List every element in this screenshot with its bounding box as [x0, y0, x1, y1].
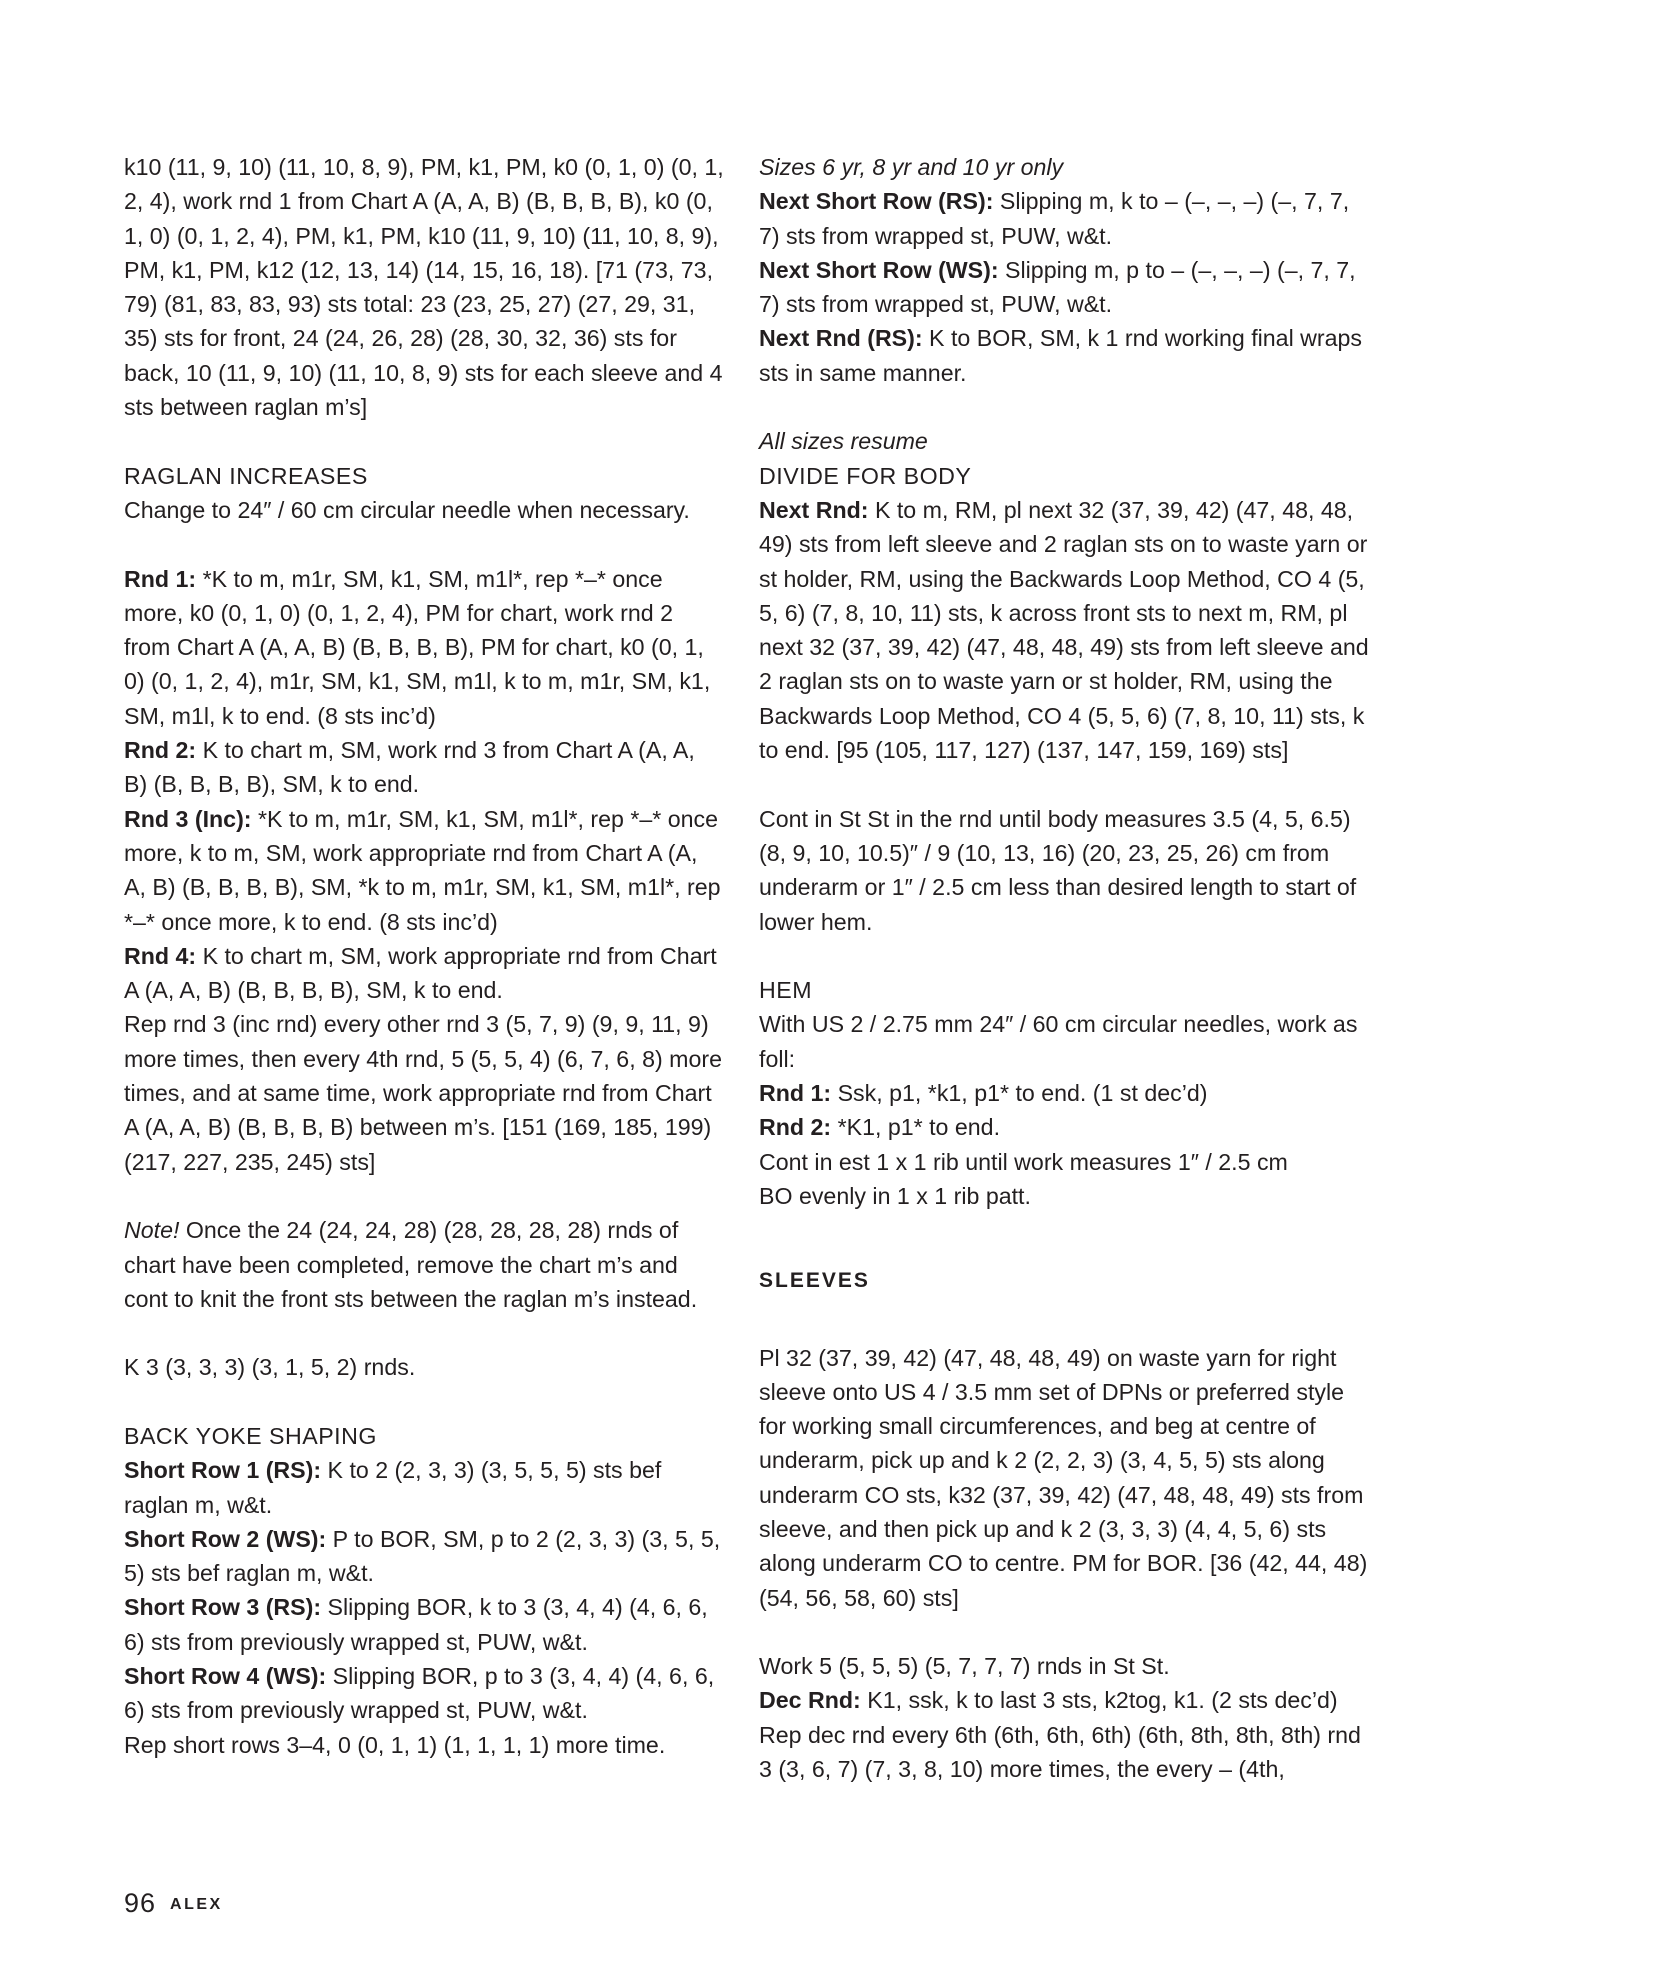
rnd2-text: K to chart m, SM, work rnd 3 from Chart A (A, A, B) (B, B, B, B), SM, k to end.: [124, 737, 695, 798]
hem-heading: HEM: [759, 977, 813, 1004]
repeat-instruction: Rep rnd 3 (inc rnd) every other rnd 3 (5, 7, 9) (9, 9, 11, 9) more times, then every 4th rnd, 5 (5, 5, 4) (6, 7, 6, 8) more times, and at same time, work appropriate rnd from Chart A (A, A, B) (B, B, B, B) between m’s. [151 (169, 185, 199) (217, 227, 235, 245) sts]: [124, 1011, 722, 1175]
rnd1-instruction: [124, 562, 724, 733]
sleeves-repeat-dec: Rep dec rnd every 6th (6th, 6th, 6th) (6th, 8th, 8th, 8th) rnd 3 (3, 6, 7) (7, 3, 8, 10) more times, the every – (4th,: [759, 1721, 1361, 1783]
raglan-change-note: Change to 24″ / 60 cm circular needle when necessary.: [124, 496, 690, 523]
spacer: [759, 1615, 1369, 1649]
rnd3-label: Rnd 3 (Inc):: [124, 805, 252, 832]
sleeves-dec-rnd-label: Dec Rnd:: [759, 1687, 861, 1714]
next-rnd-rs-text: K to BOR, SM, k 1 rnd working final wraps sts in same manner.: [759, 325, 1363, 386]
spacer: [759, 767, 1369, 801]
spacer: [759, 939, 1369, 973]
spacer: [759, 1213, 1369, 1264]
sleeves-dec-rnd: [759, 1683, 1369, 1717]
short-row-1-label: Short Row 1 (RS):: [124, 1457, 322, 1484]
note-text: Once the 24 (24, 24, 28) (28, 28, 28, 28) rnds of chart have been completed, remove the chart m’s and cont to knit the front sts between the raglan m’s instead.: [124, 1217, 698, 1312]
sleeves-intro: Pl 32 (37, 39, 42) (47, 48, 48, 49) on waste yarn for right sleeve onto US 4 / 3.5 mm set of DPNs or preferred style for working small circumferences, and beg at centre of underarm, pick up and k 2 (2, 2, 3) (3, 4, 5, 5) sts along underarm CO sts, k32 (37, 39, 42) (47, 48, 48, 49) sts from sleeve, and then pick up and k 2 (3, 3, 3) (4, 4, 5, 6) sts along underarm CO to centre. PM for BOR. [36 (42, 44, 48) (54, 56, 58, 60) sts]: [759, 1344, 1368, 1611]
divide-next-rnd-label: Next Rnd:: [759, 496, 869, 523]
raglan-increases-heading: RAGLAN INCREASES: [124, 462, 368, 489]
rnd3-instruction: [124, 802, 724, 939]
short-row-3: [124, 1590, 724, 1659]
hem-rnd2-text: *K1, p1* to end.: [831, 1114, 1001, 1141]
spacer: [759, 1299, 1369, 1341]
hem-rnd2-label: Rnd 2:: [759, 1114, 832, 1141]
hem-rnd1: [759, 1076, 1369, 1110]
pattern-title: ALEX: [170, 1896, 223, 1913]
short-row-4-label: Short Row 4 (WS):: [124, 1663, 327, 1690]
short-row-1: [124, 1453, 724, 1522]
sleeves-work-rnds: Work 5 (5, 5, 5) (5, 7, 7, 7) rnds in St St.: [759, 1653, 1170, 1680]
hem-continue: Cont in est 1 x 1 rib until work measures 1″ / 2.5 cm: [759, 1148, 1288, 1175]
hem-rnd1-text: Ssk, p1, *k1, p1* to end. (1 st dec’d): [831, 1080, 1208, 1107]
short-row-4: [124, 1659, 724, 1728]
left-column: [124, 150, 724, 1762]
rnd4-instruction: [124, 939, 724, 1008]
sleeves-section-title: SLEEVES: [759, 1269, 870, 1293]
next-short-row-ws: [759, 253, 1369, 322]
rnd2-label: Rnd 2:: [124, 737, 197, 764]
repeat-short-rows: Rep short rows 3–4, 0 (0, 1, 1) (1, 1, 1, 1) more time.: [124, 1731, 666, 1758]
note-label: Note!: [124, 1217, 180, 1244]
all-sizes-resume: All sizes resume: [759, 428, 928, 455]
short-row-4-text: Slipping BOR, p to 3 (3, 4, 4) (4, 6, 6, 6) sts from previously wrapped st, PUW, w&t.: [124, 1663, 715, 1724]
rnd1-text: *K to m, m1r, SM, k1, SM, m1l*, rep *–* once more, k0 (0, 1, 0) (0, 1, 2, 4), PM for chart, work rnd 2 from Chart A (A, A, B) (B, B, B, B), PM for chart, k0 (0, 1, 0) (0, 1, 2, 4), m1r, SM, k1, SM, m1l, k to m, m1r, SM, k1, SM, m1l, k to end. (8 sts inc’d): [124, 565, 711, 729]
spacer: [124, 424, 724, 458]
rnd1-label: Rnd 1:: [124, 565, 197, 592]
next-short-row-rs-label: Next Short Row (RS):: [759, 188, 994, 215]
spacer: [124, 1316, 724, 1350]
intro-paragraph: k10 (11, 9, 10) (11, 10, 8, 9), PM, k1, PM, k0 (0, 1, 0) (0, 1, 2, 4), work rnd 1 from Chart A (A, A, B) (B, B, B, B), k0 (0, 1, 0) (0, 1, 2, 4), PM, k1, PM, k10 (11, 9, 10) (11, 10, 8, 9), PM, k1, PM, k12 (12, 13, 14) (14, 15, 16, 18). [71 (73, 73, 79) (81, 83, 83, 93) sts total: 23 (23, 25, 27) (27, 29, 31, 35) sts for front, 24 (24, 26, 28) (28, 30, 32, 36) sts for back, 10 (11, 9, 10) (11, 10, 8, 9) sts for each sleeve and 4 sts between raglan m’s]: [124, 154, 724, 421]
divide-for-body-heading: DIVIDE FOR BODY: [759, 462, 972, 489]
note-paragraph: [124, 1213, 724, 1316]
spacer: [124, 527, 724, 561]
sizes-note: Sizes 6 yr, 8 yr and 10 yr only: [759, 154, 1064, 180]
right-column: [759, 150, 1369, 1786]
next-short-row-ws-text: Slipping m, p to – (–, –, –) (–, 7, 7, 7) sts from wrapped st, PUW, w&t.: [759, 256, 1356, 318]
short-row-2: [124, 1522, 724, 1591]
divide-next-rnd-text: K to m, RM, pl next 32 (37, 39, 42) (47, 48, 48, 49) sts from left sleeve and 2 raglan sts on to waste yarn or st holder, RM, using the Backwards Loop Method, CO 4 (5, 5, 6) (7, 8, 10, 11) sts, k across front sts to next m, RM, pl next 32 (37, 39, 42) (47, 48, 48, 49) sts from left sleeve and 2 raglan sts on to waste yarn or st holder, RM, using the Backwards Loop Method, CO 4 (5, 5, 6) (7, 8, 10, 11) sts, k to end. [95 (105, 117, 127) (137, 147, 159, 169) sts]: [759, 496, 1369, 764]
page-number: 96: [124, 1888, 157, 1918]
spacer: [124, 1385, 724, 1419]
short-row-3-label: Short Row 3 (RS):: [124, 1594, 322, 1621]
spacer: [759, 390, 1369, 424]
next-short-row-ws-label: Next Short Row (WS):: [759, 256, 999, 283]
hem-rnd2: [759, 1110, 1369, 1144]
hem-rnd1-label: Rnd 1:: [759, 1080, 832, 1107]
next-rnd-rs: [759, 321, 1369, 390]
divide-next-rnd: [759, 493, 1369, 767]
back-yoke-heading: BACK YOKE SHAPING: [124, 1422, 377, 1449]
short-row-1-text: K to 2 (2, 3, 3) (3, 5, 5, 5) sts bef raglan m, w&t.: [124, 1457, 662, 1518]
hem-bind-off: BO evenly in 1 x 1 rib patt.: [759, 1182, 1031, 1209]
rnd4-label: Rnd 4:: [124, 942, 197, 969]
rnd4-text: K to chart m, SM, work appropriate rnd from Chart A (A, A, B) (B, B, B, B), SM, k to end.: [124, 942, 717, 1004]
page-footer: [124, 1886, 223, 1922]
k3-rnds-instruction: K 3 (3, 3, 3) (3, 1, 5, 2) rnds.: [124, 1354, 416, 1381]
rnd2-instruction: [124, 733, 724, 802]
short-row-2-label: Short Row 2 (WS):: [124, 1525, 327, 1552]
short-row-3-text: Slipping BOR, k to 3 (3, 4, 4) (4, 6, 6, 6) sts from previously wrapped st, PUW, w&t.: [124, 1594, 708, 1655]
rnd3-text: *K to m, m1r, SM, k1, SM, m1l*, rep *–* once more, k to m, SM, work appropriate rnd from Chart A (A, A, B) (B, B, B, B), SM, *k to m, m1r, SM, k1, SM, m1l*, rep *–* once more, k to end. (8 sts inc’d): [124, 805, 721, 935]
spacer: [124, 1179, 724, 1213]
next-rnd-rs-label: Next Rnd (RS):: [759, 325, 923, 352]
hem-intro: With US 2 / 2.75 mm 24″ / 60 cm circular needles, work as foll:: [759, 1011, 1358, 1072]
sleeves-dec-rnd-text: K1, ssk, k to last 3 sts, k2tog, k1. (2 sts dec’d): [860, 1687, 1338, 1714]
short-row-2-text: P to BOR, SM, p to 2 (2, 3, 3) (3, 5, 5, 5) sts bef raglan m, w&t.: [124, 1525, 721, 1587]
continue-stst-paragraph: Cont in St St in the rnd until body measures 3.5 (4, 5, 6.5) (8, 9, 10, 10.5)″ / 9 (10, 13, 16) (20, 23, 25, 26) cm from underarm or 1″ / 2.5 cm less than desired length to start of lower hem.: [759, 805, 1357, 935]
next-short-row-rs-text: Slipping m, k to – (–, –, –) (–, 7, 7, 7) sts from wrapped st, PUW, w&t.: [759, 188, 1350, 249]
next-short-row-rs: [759, 184, 1369, 253]
